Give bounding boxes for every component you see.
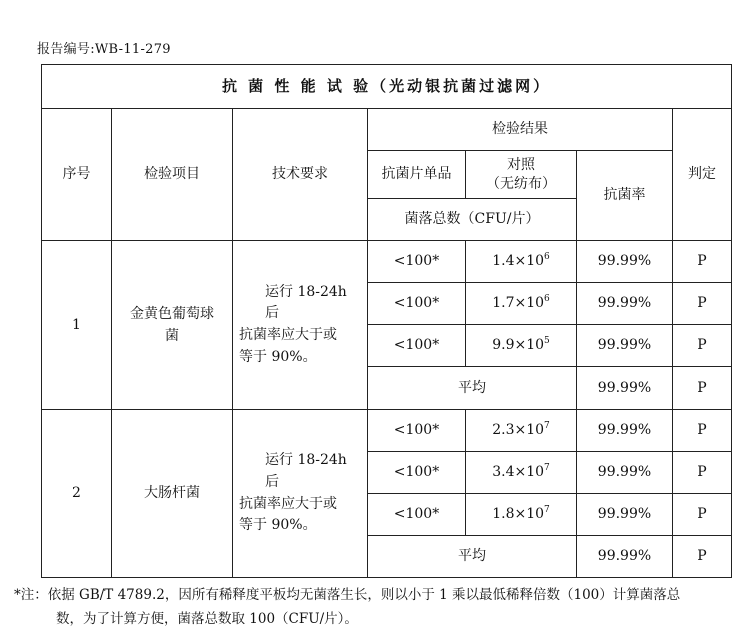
footnote xyxy=(14,583,742,631)
group-1-req-line2: 抗菌率应大于或 xyxy=(239,327,337,343)
header-rate: 抗菌率 xyxy=(577,151,673,241)
header-verdict: 判定 xyxy=(673,109,732,241)
table-cell-rate: 99.99% xyxy=(577,494,673,536)
header-colony-total: 菌落总数（CFU/片） xyxy=(368,199,577,241)
table-cell-verdict: P xyxy=(673,241,732,283)
table-cell-sample: <100* xyxy=(368,494,466,536)
table-cell-rate: 99.99% xyxy=(577,241,673,283)
table-cell-control xyxy=(466,283,577,325)
group-1-average-rate: 99.99% xyxy=(577,367,673,410)
antibacterial-test-table xyxy=(41,64,732,578)
group-2-requirement xyxy=(233,410,368,578)
table-cell-control xyxy=(466,410,577,452)
footnote-line1: *注：依据 GB/T 4789.2，因所有稀释度平板均无菌落生长，则以小于 1 乘以最低稀释倍数（100）计算菌落总 xyxy=(14,587,681,603)
group-1-req-line1: 运行 18-24h 后 xyxy=(265,283,347,322)
control-value: 3.4×10 xyxy=(492,464,545,481)
table-cell-rate: 99.99% xyxy=(577,283,673,325)
table-cell-sample: <100* xyxy=(368,325,466,367)
table-cell-verdict: P xyxy=(673,452,732,494)
control-value: 9.9×10 xyxy=(492,337,545,354)
table-cell-sample: <100* xyxy=(368,452,466,494)
table-cell-rate: 99.99% xyxy=(577,325,673,367)
table-cell-sample: <100* xyxy=(368,410,466,452)
control-exponent: 6 xyxy=(544,294,550,305)
header-control xyxy=(466,151,577,199)
group-1-organism-line2: 菌 xyxy=(165,328,179,344)
header-control-line2: （无纺布） xyxy=(486,175,556,192)
control-value: 2.3×10 xyxy=(492,422,545,439)
group-1-average-verdict: P xyxy=(673,367,732,410)
table-title: 抗 菌 性 能 试 验（光动银抗菌过滤网） xyxy=(42,65,732,109)
table-cell-verdict: P xyxy=(673,283,732,325)
table-cell-sample: <100* xyxy=(368,283,466,325)
table-cell-control xyxy=(466,452,577,494)
control-exponent: 7 xyxy=(544,421,550,432)
table-cell-control xyxy=(466,494,577,536)
group-1-no: 1 xyxy=(42,241,112,410)
group-2-average-rate: 99.99% xyxy=(577,536,673,578)
group-1-average-label: 平均 xyxy=(368,367,577,410)
group-2-organism-line1: 大肠杆菌 xyxy=(144,485,200,502)
report-number: 报告编号:WB-11-279 xyxy=(37,42,171,57)
table-cell-control xyxy=(466,241,577,283)
header-requirement: 技术要求 xyxy=(233,109,368,241)
group-2-average-label: 平均 xyxy=(368,536,577,578)
header-control-line1: 对照 xyxy=(507,156,535,173)
control-value: 1.4×10 xyxy=(492,253,545,270)
footnote-line2: 数，为了计算方便，菌落总数取 100（CFU/片）。 xyxy=(56,611,358,627)
group-2-average-verdict: P xyxy=(673,536,732,578)
header-item: 检验项目 xyxy=(112,109,233,241)
group-1-organism xyxy=(112,241,233,410)
group-1-organism-line1: 金黄色葡萄球 xyxy=(130,305,214,322)
table-cell-rate: 99.99% xyxy=(577,410,673,452)
group-1-req-line3: 等于 90%。 xyxy=(239,348,317,365)
table-cell-verdict: P xyxy=(673,494,732,536)
control-exponent: 6 xyxy=(544,252,550,263)
group-2-req-line1: 运行 18-24h 后 xyxy=(265,452,347,490)
control-value: 1.7×10 xyxy=(492,295,545,312)
table-cell-verdict: P xyxy=(673,325,732,367)
group-2-organism xyxy=(112,410,233,578)
group-2-no: 2 xyxy=(42,410,112,578)
table-cell-verdict: P xyxy=(673,410,732,452)
control-value: 1.8×10 xyxy=(492,506,545,523)
control-exponent: 7 xyxy=(544,463,550,474)
table-cell-control xyxy=(466,325,577,367)
header-results: 检验结果 xyxy=(368,109,673,151)
group-1-requirement xyxy=(233,241,368,410)
control-exponent: 5 xyxy=(544,336,550,347)
header-no: 序号 xyxy=(42,109,112,241)
group-2-req-line3: 等于 90%。 xyxy=(239,517,317,534)
header-sample: 抗菌片单品 xyxy=(368,151,466,199)
table-cell-sample: <100* xyxy=(368,241,466,283)
control-exponent: 7 xyxy=(544,505,550,516)
table-cell-rate: 99.99% xyxy=(577,452,673,494)
group-2-req-line2: 抗菌率应大于或 xyxy=(239,495,337,512)
